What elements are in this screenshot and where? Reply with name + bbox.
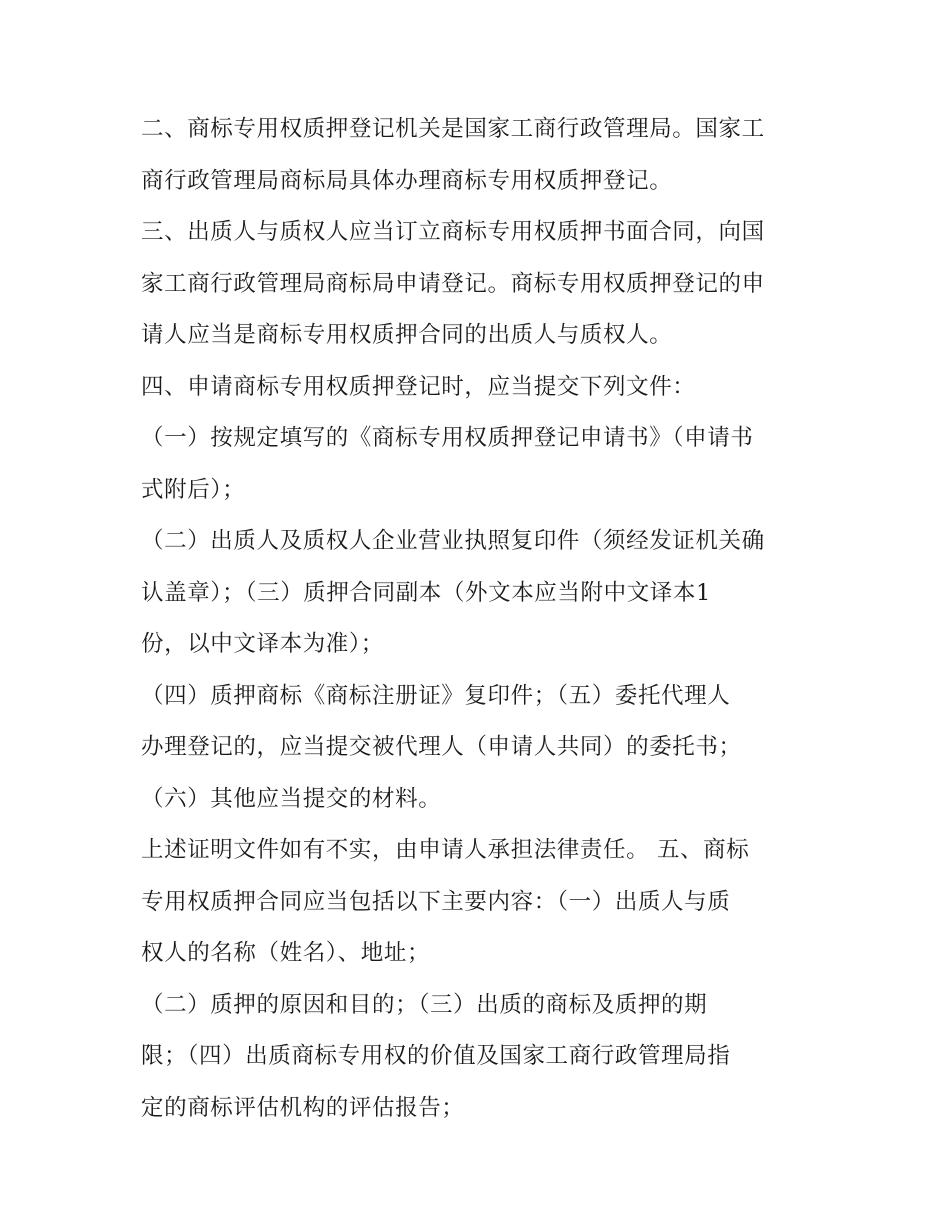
text-line: 份，以中文译本为准）；: [141, 631, 384, 657]
text-line: （四）质押商标《商标注册证》复印件；（五）委托代理人: [141, 682, 731, 709]
text-line: 家工商行政管理局商标局申请登记。商标专用权质押登记的申: [141, 270, 765, 297]
text-line: 认盖章）；（三）质押合同副本（外文本应当附中文译本1: [141, 579, 711, 606]
text-line: 式附后）；: [141, 476, 246, 503]
text-line: 限；（四）出质商标专用权的价值及国家工商行政管理局指: [141, 1043, 731, 1069]
document-body: [141, 104, 821, 1134]
text-line: （二）质押的原因和目的；（三）出质的商标及质押的期: [141, 991, 708, 1018]
text-line: 三、出质人与质权人应当订立商标专用权质押书面合同，向国: [141, 219, 765, 245]
text-line: 二、商标专用权质押登记机关是国家工商行政管理局。国家工: [141, 116, 765, 142]
text-line: （一）按规定填写的《商标专用权质押登记申请书》（申请书: [141, 425, 754, 451]
text-line: 商行政管理局商标局具体办理商标专用权质押登记。: [141, 167, 673, 194]
text-line: （六）其他应当提交的材料。: [141, 785, 442, 812]
text-line: （二）出质人及质权人企业营业执照复印件（须经发证机关确: [141, 528, 765, 554]
text-line: 定的商标评估机构的评估报告；: [141, 1094, 465, 1121]
text-line: 上述证明文件如有不实，由申请人承担法律责任。 五、商标: [141, 837, 750, 863]
text-line: 办理登记的，应当提交被代理人（申请人共同）的委托书；: [141, 734, 742, 760]
text-line: 请人应当是商标专用权质押合同的出质人与质权人。: [141, 322, 673, 348]
text-line: 四、申请商标专用权质押登记时，应当提交下列文件：: [141, 373, 696, 400]
text-line: 专用权质押合同应当包括以下主要内容：（一）出质人与质: [141, 888, 731, 915]
text-line: 权人的名称（姓名）、地址；: [141, 940, 431, 966]
